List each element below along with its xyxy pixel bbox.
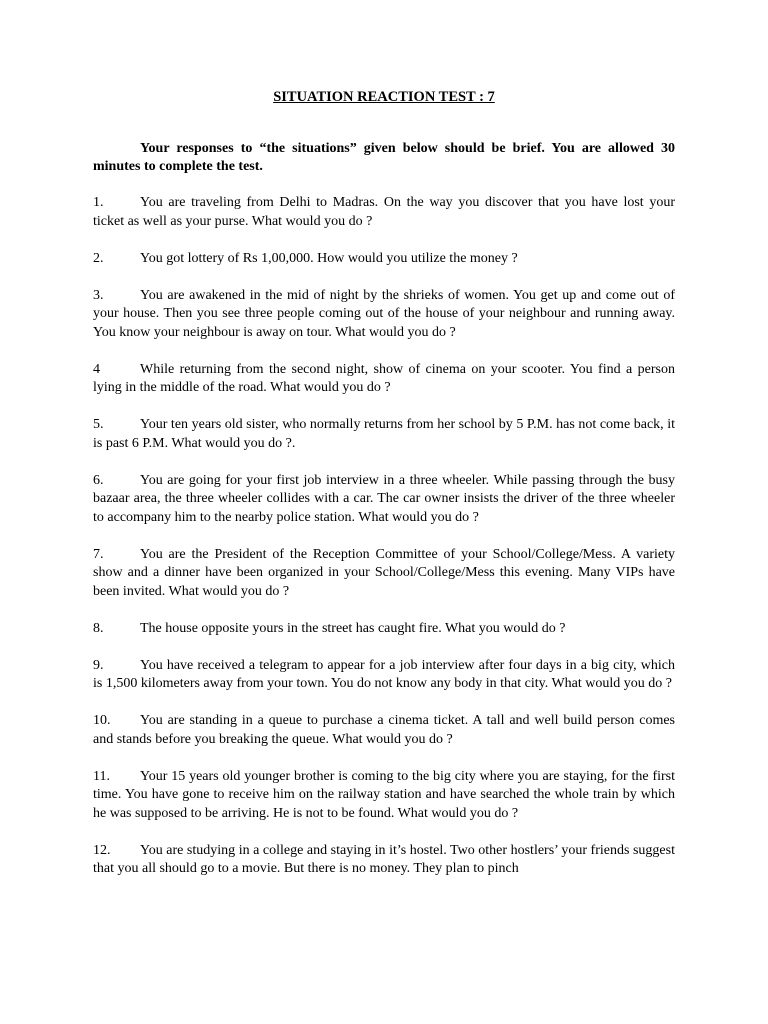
test-instructions: Your responses to “the situations” given below should be brief. You are allowed 30 minutes to complete the test. [93, 141, 675, 174]
question-item [93, 250, 675, 269]
question-item [93, 842, 675, 879]
question-text: You got lottery of Rs 1,00,000. How would you utilize the money ? [140, 250, 518, 266]
question-text: You are studying in a college and staying in it’s hostel. Two other hostlers’ your friends suggest that you all should go to a movie. But there is no money. They plan to pinch [93, 842, 675, 876]
question-text: Your ten years old sister, who normally returns from her school by 5 P.M. has not come back, it is past 6 P.M. What would you do ?. [93, 417, 675, 451]
question-item [93, 287, 675, 343]
question-item [93, 416, 675, 453]
question-number: 12. [93, 842, 111, 858]
question-number: 6. [93, 472, 104, 488]
question-text: You are the President of the Reception Committee of your School/College/Mess. A variety show and a dinner have been organized in your School/College/Mess this evening. Many VIPs have been invited. What would you do ? [93, 546, 675, 599]
question-item [93, 361, 675, 398]
question-item [93, 620, 675, 639]
question-number: 4 [93, 361, 100, 377]
question-item [93, 768, 675, 824]
question-number: 8. [93, 620, 104, 636]
question-number: 2. [93, 250, 104, 266]
question-text: The house opposite yours in the street has caught fire. What you would do ? [140, 620, 566, 636]
question-number: 1. [93, 195, 104, 210]
question-text: You are standing in a queue to purchase a cinema ticket. A tall and well build person comes and stands before you breaking the queue. What would you do ? [93, 713, 675, 747]
question-text: While returning from the second night, show of cinema on your scooter. You find a person lying in the middle of the road. What would you do ? [93, 361, 675, 395]
question-item [93, 194, 675, 231]
question-text: You are traveling from Delhi to Madras. On the way you discover that you have lost your ticket as well as your purse. What would you do ? [93, 195, 675, 229]
question-number: 11. [93, 768, 110, 784]
question-text: You are going for your first job interview in a three wheeler. While passing through the busy bazaar area, the three wheeler collides with a car. The car owner insists the driver of the three wheeler to accompany him to the nearby police station. What would you do ? [93, 472, 675, 525]
question-number: 3. [93, 287, 104, 303]
question-text: You are awakened in the mid of night by the shrieks of women. You get up and come out of your house. Then you see three people coming out of the house of your neighbour and running away. You know your neighbour is away on tour. What would you do ? [93, 287, 675, 340]
question-number: 10. [93, 713, 111, 728]
document-page [93, 88, 675, 897]
question-number: 5. [93, 417, 104, 432]
question-text: Your 15 years old younger brother is coming to the big city where you are staying, for the first time. You have gone to receive him on the railway station and have searched the whole train by which he was supposed to be arriving. He is not to be found. What would you do ? [93, 768, 675, 821]
question-number: 9. [93, 657, 104, 673]
page-title: SITUATION REACTION TEST : 7 [273, 89, 495, 105]
question-text: You have received a telegram to appear for a job interview after four days in a big city, which is 1,500 kilometers away from your town. You do not know any body in that city. What would you do ? [93, 657, 675, 691]
question-item [93, 712, 675, 749]
question-item [93, 472, 675, 528]
question-item [93, 657, 675, 694]
question-number: 7. [93, 546, 104, 562]
question-item [93, 546, 675, 602]
